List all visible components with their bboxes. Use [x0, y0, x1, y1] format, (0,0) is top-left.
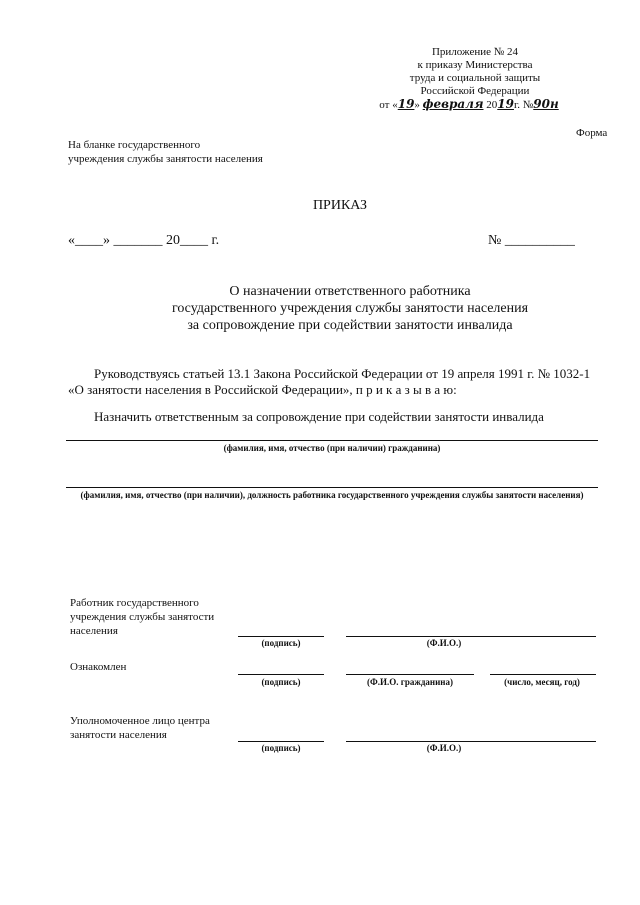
number-prefix: г. №	[513, 99, 534, 111]
blank-line: учреждения службы занятости населения	[68, 153, 263, 165]
year-prefix: 20	[486, 99, 498, 111]
signature-line	[238, 636, 324, 637]
date-mid: »	[414, 99, 420, 111]
handwritten-year: 19	[497, 97, 514, 111]
appendix-number: Приложение № 24	[431, 46, 519, 58]
name-line	[346, 741, 596, 742]
blank-note	[68, 138, 263, 166]
subject-line: за сопровождение при содействии занятости инвалида	[187, 318, 513, 333]
handwritten-number: 90н	[533, 97, 559, 111]
name-line	[346, 674, 474, 675]
document-title: ПРИКАЗ	[312, 198, 368, 213]
worker-name-line	[66, 487, 598, 488]
order-number-field: № __________	[488, 233, 575, 248]
name-caption: (Ф.И.О.)	[426, 743, 462, 753]
citizen-caption: (фамилия, имя, отчество (при наличии) гражданина)	[223, 443, 441, 453]
appendix-line: труда и социальной защиты	[409, 72, 541, 84]
sign-caption: (подпись)	[261, 638, 301, 648]
citizen-name-line	[66, 440, 598, 441]
signature-line	[238, 674, 324, 675]
preamble-paragraph: Руководствуясь статьей 13.1 Закона Российской Федерации от 19 апреля 1991 г. № 1032-1 «О занятости населения в Российской Федерации», п р и к а з ы в а ю:	[68, 366, 591, 397]
sign-caption: (подпись)	[261, 743, 301, 753]
worker-caption: (фамилия, имя, отчество (при наличии), должность работника государственного учреждения службы занятости населения)	[80, 490, 584, 500]
appendix-line: Российской Федерации	[420, 85, 530, 97]
sign-caption: (подпись)	[261, 677, 301, 687]
name-caption: (Ф.И.О. гражданина)	[367, 677, 453, 687]
name-line	[346, 636, 596, 637]
subject-line: государственного учреждения службы занятости населения	[171, 301, 529, 316]
date-prefix: от «	[379, 99, 398, 111]
signature-label-authorized: Уполномоченное лицо центра занятости населения	[70, 715, 210, 741]
signature-label-acknowledged: Ознакомлен	[70, 661, 127, 673]
signature-line	[238, 741, 324, 742]
handwritten-month: февраля	[422, 97, 484, 111]
forma-label: Форма	[576, 127, 608, 139]
date-line	[490, 674, 596, 675]
handwritten-day: 19	[397, 97, 415, 111]
name-caption: (Ф.И.О.)	[426, 638, 462, 648]
date-caption: (число, месяц, год)	[504, 677, 580, 687]
appendix-line: к приказу Министерства	[417, 59, 533, 71]
appendix-header	[379, 46, 560, 112]
appoint-paragraph: Назначить ответственным за сопровождение при содействии занятости инвалида	[94, 409, 544, 424]
blank-line: На бланке государственного	[68, 139, 201, 151]
appendix-date	[378, 98, 560, 112]
order-subject	[60, 283, 640, 334]
order-date-field: «____» _______ 20____ г.	[68, 233, 220, 248]
signature-label-worker: Работник государственного учреждения службы занятости населения	[70, 597, 215, 637]
subject-line: О назначении ответственного работника	[229, 284, 471, 299]
